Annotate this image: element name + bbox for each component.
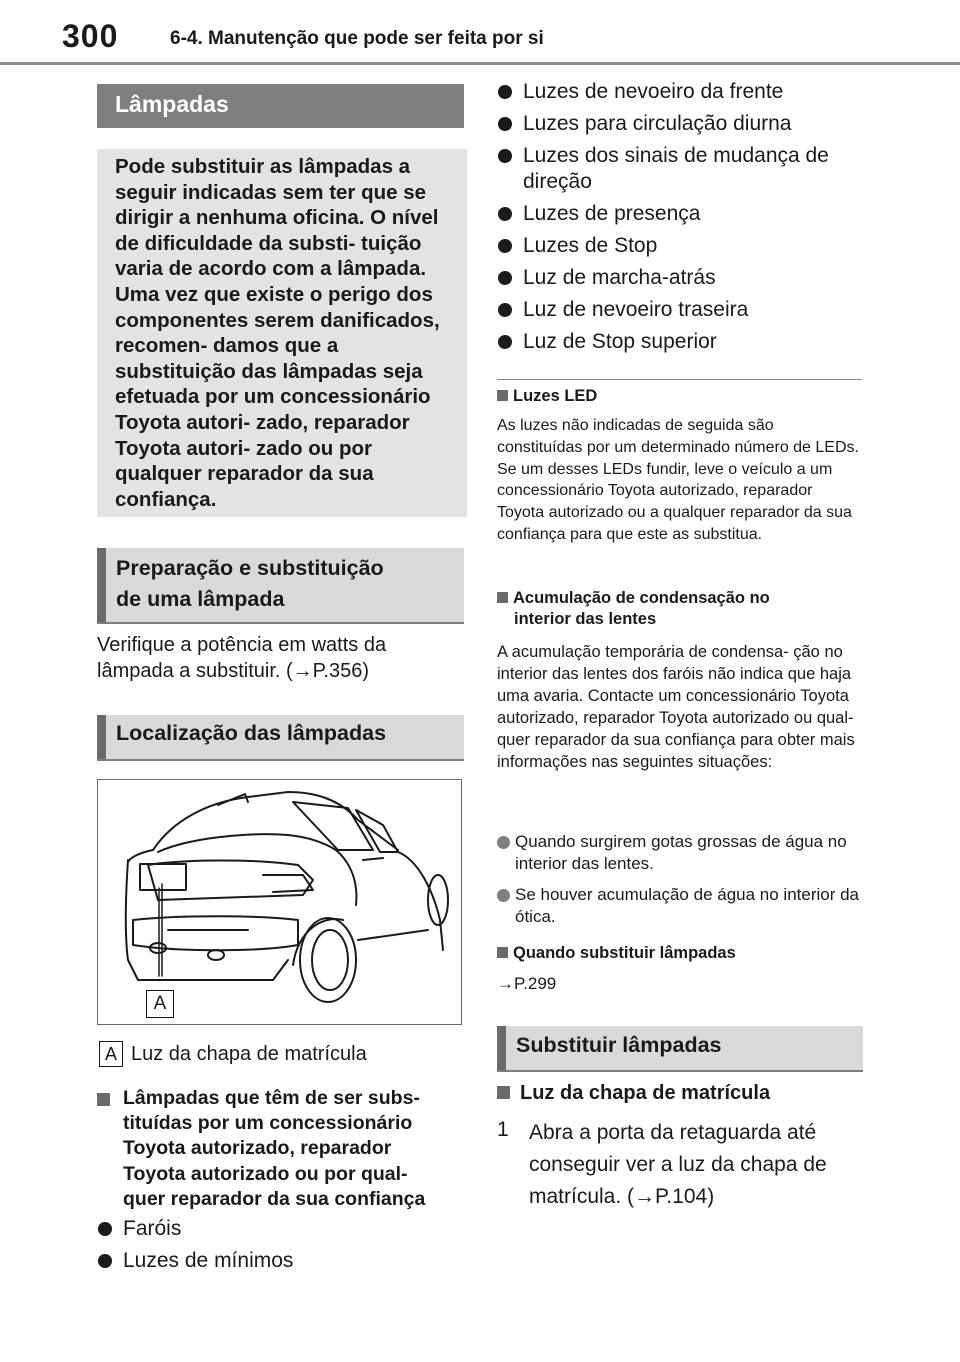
chapter-title: 6-4. Manutenção que pode ser feita por si bbox=[170, 28, 544, 49]
bullet-icon bbox=[98, 1222, 112, 1236]
when-replace-heading-text: Quando substituir lâmpadas bbox=[513, 944, 736, 962]
intro-text: Pode substituir as lâmpadas a seguir indicadas sem ter que se dirigir a nenhuma oficina. O nível de dificuldade da substi- tuição varia de acordo com a lâmpada. Uma vez que existe o perigo dos componentes serem danificados, recomen- damos que a substituição das lâmpadas seja efetuada por um concessionário Toyota autori- zado, reparador Toyota autori- zado ou por qualquer reparador da sua confiança. bbox=[115, 155, 440, 511]
section-title-replace: Substituir lâmpadas bbox=[497, 1026, 863, 1070]
dealer-head-line: Lâmpadas que têm de ser subs- bbox=[123, 1087, 420, 1109]
bullet-icon bbox=[98, 1254, 112, 1268]
prep-text bbox=[97, 632, 465, 684]
list-item bbox=[97, 1248, 465, 1274]
list-item bbox=[497, 201, 863, 227]
list-item-text: Quando surgirem gotas grossas de água no interior das lentes. bbox=[515, 832, 847, 873]
page-number: 300 bbox=[62, 18, 119, 54]
bullet-icon bbox=[498, 85, 512, 99]
section-title-location: Localização das lâmpadas bbox=[97, 715, 464, 759]
step-number: 1 bbox=[497, 1118, 509, 1141]
legend-callout-a: A bbox=[99, 1041, 123, 1067]
car-illustration bbox=[98, 780, 460, 1023]
section-rule bbox=[497, 1070, 863, 1072]
prep-title-line1: Preparação e substituição bbox=[116, 556, 384, 580]
intro-box bbox=[97, 149, 467, 517]
list-item-text: Se houver acumulação de água no interior da ótica. bbox=[515, 885, 860, 926]
header-rule bbox=[0, 62, 960, 65]
list-item bbox=[497, 884, 863, 928]
list-item-text: Luz de nevoeiro traseira bbox=[523, 298, 749, 321]
figure-callout-a: A bbox=[146, 990, 174, 1018]
car-rear-figure bbox=[97, 779, 462, 1025]
list-item bbox=[497, 329, 863, 355]
condensation-bullets bbox=[497, 831, 863, 937]
list-item bbox=[97, 1216, 465, 1242]
when-replace-heading bbox=[497, 944, 736, 963]
list-item bbox=[497, 111, 863, 137]
section-rule bbox=[97, 622, 464, 624]
list-item-text: Luzes de nevoeiro da frente bbox=[523, 80, 784, 103]
prep-text-line1: Verifique a potência em watts da bbox=[97, 634, 387, 656]
bullet-icon bbox=[498, 117, 512, 131]
plate-light-heading bbox=[497, 1082, 770, 1105]
bullet-icon bbox=[497, 889, 510, 902]
prep-title-line2: de uma lâmpada bbox=[116, 587, 285, 611]
list-item bbox=[497, 79, 863, 105]
dealer-head-line: tituídas por um concessionário bbox=[123, 1112, 413, 1135]
list-item bbox=[497, 265, 863, 291]
section-title-lampadas: Lâmpadas bbox=[97, 84, 464, 128]
legend-text: Luz da chapa de matrícula bbox=[131, 1042, 367, 1065]
square-bullet-icon bbox=[497, 1086, 510, 1099]
bullet-icon bbox=[497, 836, 510, 849]
led-text: As luzes não indicadas de seguida são constituídas por um determinado número de LEDs. Se um desses LEDs fundir, leve o veículo a um concessionário Toyota autorizado, reparador Toyota autorizado ou a qualquer reparador da sua confiança para que este as substitua. bbox=[497, 417, 859, 543]
square-bullet-icon bbox=[497, 947, 508, 958]
list-item bbox=[497, 143, 863, 195]
when-replace-ref: →P.299 bbox=[497, 974, 557, 993]
bullet-icon bbox=[498, 149, 512, 163]
led-heading bbox=[497, 387, 597, 406]
bullet-icon bbox=[498, 303, 512, 317]
list-item bbox=[497, 233, 863, 259]
bullet-icon bbox=[498, 271, 512, 285]
list-item-text: Faróis bbox=[123, 1217, 182, 1240]
dealer-head-line: quer reparador da sua confiança bbox=[123, 1187, 426, 1210]
right-bullet-list bbox=[497, 79, 863, 361]
square-bullet-icon bbox=[497, 390, 508, 401]
prep-text-line2: lâmpada a substituir. (→P.356) bbox=[97, 660, 370, 682]
square-bullet-icon bbox=[97, 1093, 110, 1106]
list-item bbox=[497, 297, 863, 323]
page-header bbox=[0, 0, 960, 66]
dealer-lamps-heading bbox=[97, 1086, 472, 1212]
plate-light-heading-text: Luz da chapa de matrícula bbox=[520, 1082, 771, 1104]
list-item-text: Luz de Stop superior bbox=[523, 330, 717, 353]
left-bullet-list bbox=[97, 1216, 465, 1280]
step-text: Abra a porta da retaguarda até conseguir ver a luz da chapa de matrícula. (→P.104) bbox=[529, 1121, 827, 1208]
condensation-heading-line: Acumulação de condensação no bbox=[513, 589, 770, 607]
list-item-text: Luzes dos sinais de mudança de direção bbox=[523, 144, 829, 193]
dealer-head-line: Toyota autorizado ou por qual- bbox=[123, 1162, 408, 1185]
divider bbox=[497, 379, 862, 380]
dealer-head-line: Toyota autorizado, reparador bbox=[123, 1137, 392, 1160]
list-item-text: Luzes de mínimos bbox=[123, 1249, 294, 1272]
square-bullet-icon bbox=[497, 592, 508, 603]
list-item-text: Luzes para circulação diurna bbox=[523, 112, 792, 135]
list-item-text: Luz de marcha-atrás bbox=[523, 266, 716, 289]
figure-legend bbox=[99, 1041, 367, 1067]
condensation-text: A acumulação temporária de condensa- ção no interior das lentes dos faróis não indica que haja uma avaria. Contacte um concessionário Toyota autorizado, reparador Toyota autorizado ou qual- quer reparador da sua confiança para obter mais informações nas seguintes situações: bbox=[497, 643, 855, 771]
led-heading-text: Luzes LED bbox=[513, 387, 598, 405]
list-item bbox=[497, 831, 863, 875]
condensation-heading-line: interior das lentes bbox=[514, 610, 657, 628]
section-title-preparation bbox=[97, 548, 464, 622]
condensation-heading bbox=[497, 588, 863, 630]
list-item-text: Luzes de presença bbox=[523, 202, 701, 225]
bullet-icon bbox=[498, 335, 512, 349]
list-item-text: Luzes de Stop bbox=[523, 234, 658, 257]
bullet-icon bbox=[498, 239, 512, 253]
bullet-icon bbox=[498, 207, 512, 221]
section-rule bbox=[97, 759, 464, 761]
